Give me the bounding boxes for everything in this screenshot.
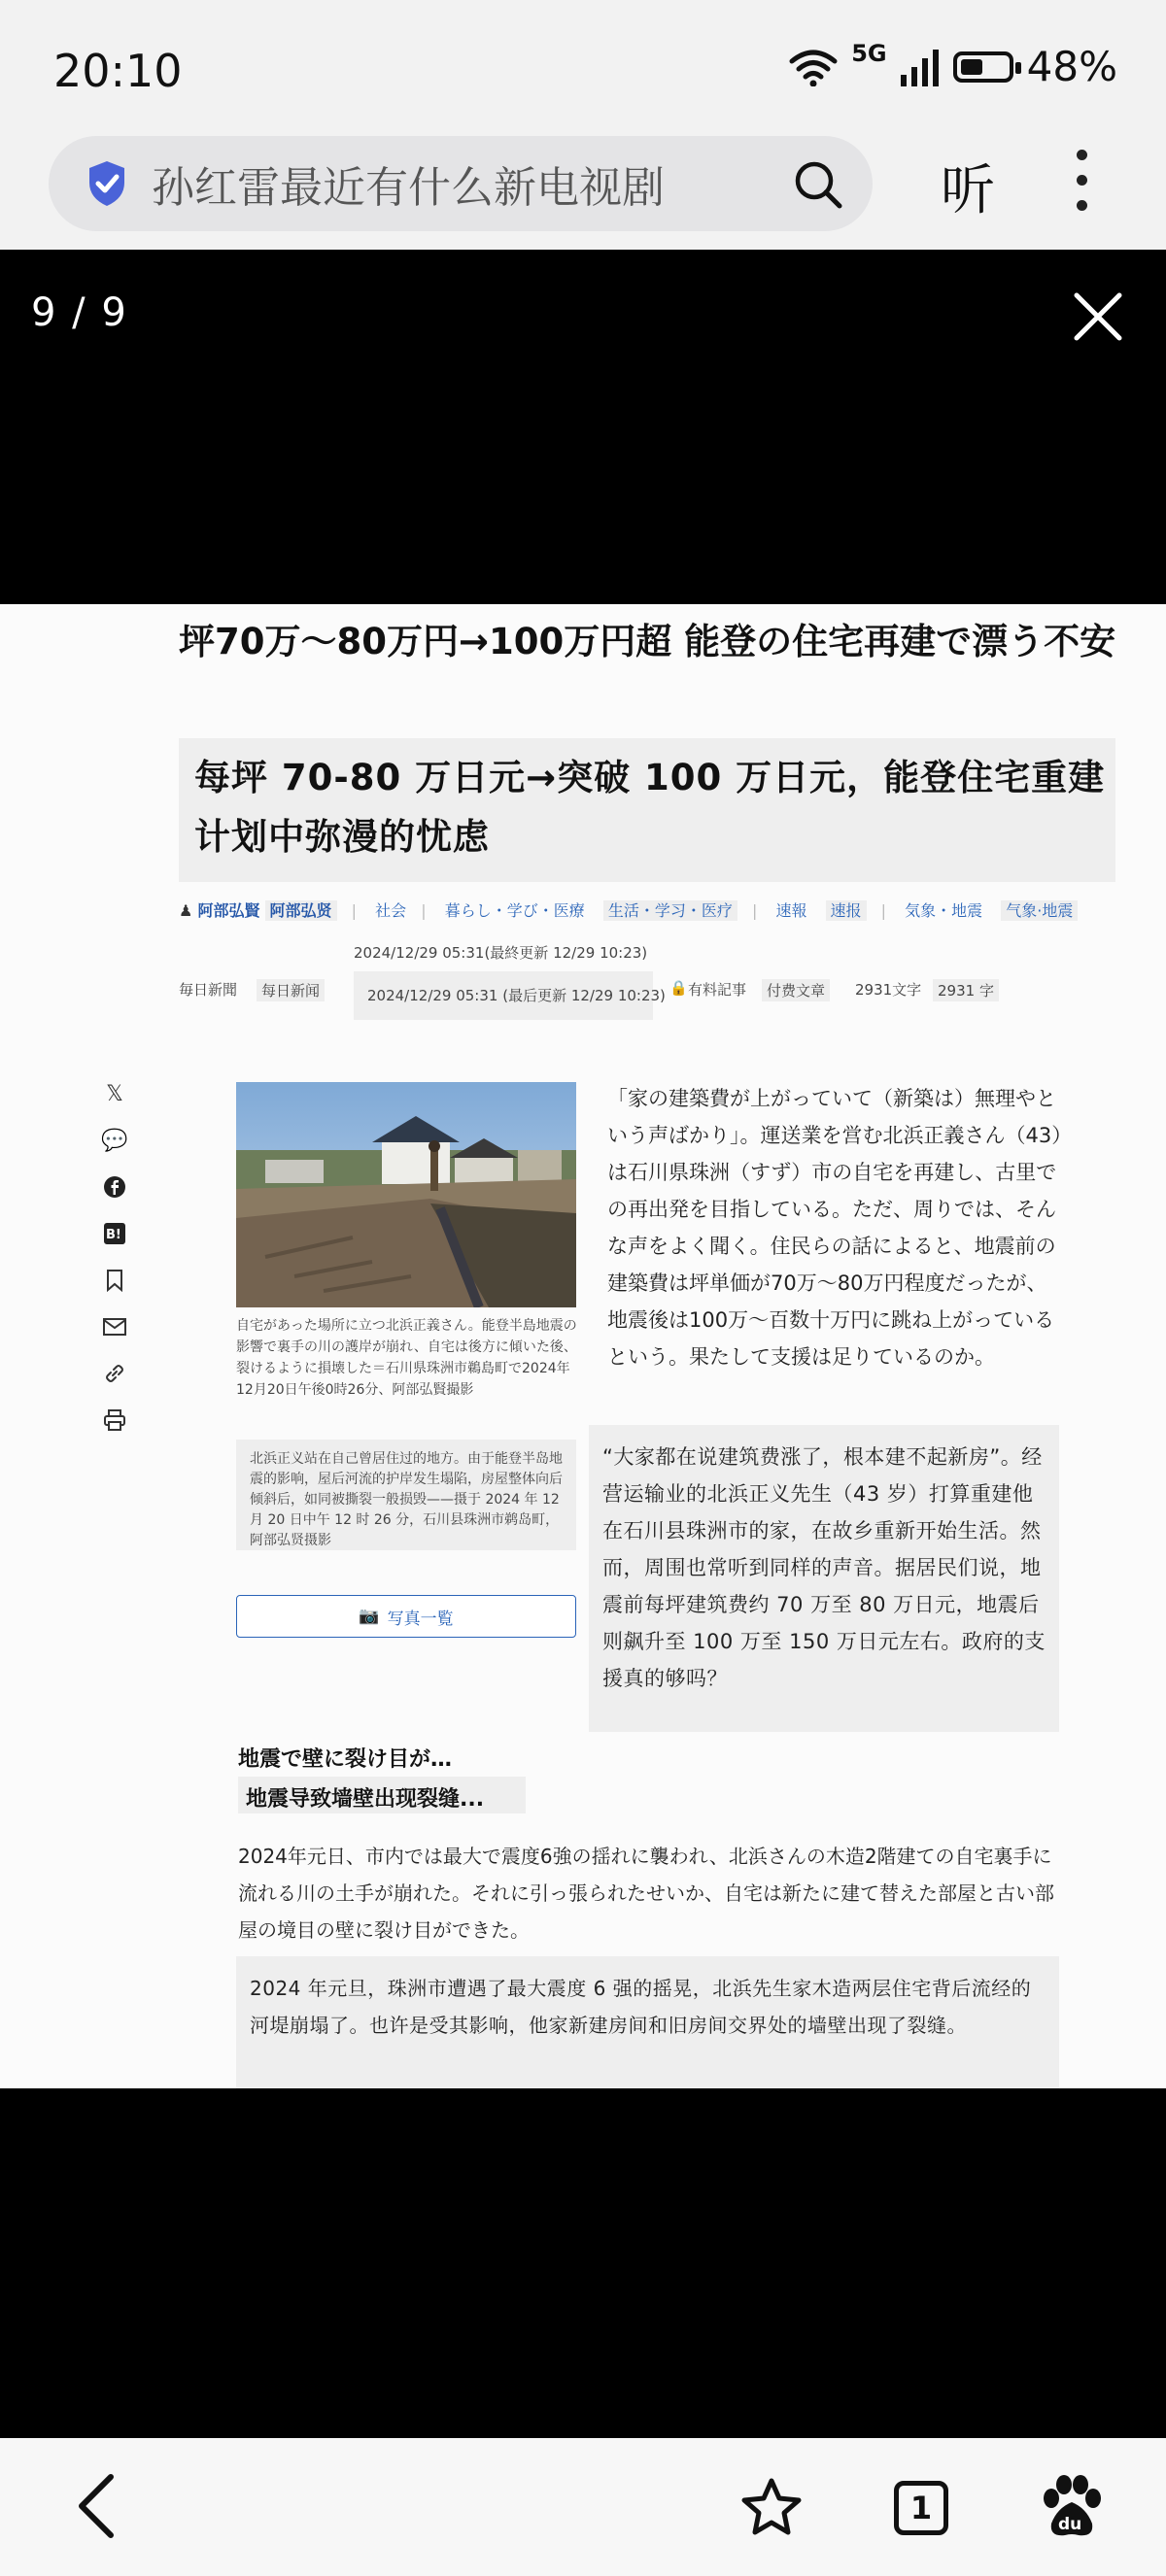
wifi-icon xyxy=(789,48,838,86)
image-viewer-header xyxy=(0,250,1166,604)
search-query[interactable]: 孙红雷最近有什么新电视剧 xyxy=(152,163,665,213)
photo-caption-cn: 北浜正义站在自己曾居住过的地方。由于能登半岛地震的影响，屋后河流的护岸发生塌陷，房屋整体向后倾斜后，如同被撕裂一般损毁——摄于 2024 年 12 月 20 日中午 12 时 26 分，石川县珠洲市鹈岛町，阿部弘贤摄影 xyxy=(250,1451,563,1548)
article-body-jp: 「家の建築費が上がっていて（新築は）無理やという声ばかり」。運送業を営む北浜正義さん（43）は石川県珠洲（すず）市の自宅を再建し、古里での再出発を目指している。ただ、周りでは、そんな声をよく聞く。住民らの話によると、地震前の建築費は坪単価が70万～80万円程度だったが、地震後は100万～百数十万円に跳ね上がっているという。果たして支援は足りているのか。 xyxy=(607,1087,1062,1369)
photo-caption-translation-box xyxy=(236,1440,576,1550)
tag-item[interactable]: 暮らし・学び・医療 xyxy=(444,901,585,920)
publish-date-cn: 2024/12/29 05:31 (最后更新 12/29 10:23) xyxy=(367,987,666,1004)
share-sidebar xyxy=(101,1080,130,1453)
hatena-bookmark-icon[interactable] xyxy=(101,1220,128,1247)
mail-icon[interactable] xyxy=(101,1313,128,1340)
publisher-cn: 每日新闻 xyxy=(257,979,325,1001)
paid-label-cn: 付费文章 xyxy=(762,979,830,1001)
status-icons xyxy=(789,39,1117,90)
article-title-cn: 每坪 70-80 万日元→突破 100 万日元，能登住宅重建计划中弥漫的忧虑 xyxy=(194,757,1106,858)
photo-caption-jp: 自宅があった場所に立つ北浜正義さん。能登半島地震の影響で裏手の川の護岸が崩れ、自宅は後方に傾いた後、裂けるように損壊した＝石川県珠洲市鵜島町で2024年12月20日午後0時26分、阿部弘賢撮影 xyxy=(236,1318,577,1398)
signal-icon xyxy=(901,48,940,86)
author-name[interactable]: 阿部弘賢 xyxy=(197,901,260,920)
status-time: 20:10 xyxy=(53,45,183,97)
link-icon[interactable] xyxy=(101,1360,128,1387)
article-tags: ♟ 阿部弘賢 阿部弘贤 | 社会 | 暮らし・学び・医療 生活・学习・医疗 | 速報 速报 | 気象・地震 气象·地震 xyxy=(179,898,1078,921)
article-photo[interactable] xyxy=(236,1082,576,1307)
tag-item-cn: 气象·地震 xyxy=(1001,900,1078,921)
title-translation-box xyxy=(179,738,1115,882)
close-icon[interactable] xyxy=(1071,289,1125,344)
article-image xyxy=(0,604,1166,2088)
star-icon[interactable] xyxy=(740,2477,803,2537)
camera-icon: 📷 xyxy=(359,1607,380,1626)
print-icon[interactable] xyxy=(101,1407,128,1434)
publish-date-cn-box xyxy=(354,971,666,1020)
paid-label: 有料記事 xyxy=(688,981,747,999)
lock-icon: 🔒 xyxy=(669,979,688,997)
section-heading-cn: 地震导致墙壁出现裂缝... xyxy=(246,1787,485,1812)
article-body-translation-box xyxy=(589,1425,1059,1732)
publish-date-jp: 2024/12/29 05:31(最終更新 12/29 10:23) xyxy=(354,944,648,962)
search-icon[interactable] xyxy=(793,159,843,210)
listen-button[interactable]: 听 xyxy=(941,159,995,222)
tag-item[interactable]: 気象・地震 xyxy=(905,901,983,920)
tag-item-cn: 生活・学习・医疗 xyxy=(603,900,737,921)
bookmark-icon[interactable] xyxy=(101,1267,128,1294)
article-title-jp: 坪70万～80万円→100万円超 能登の住宅再建で漂う不安 xyxy=(179,621,1116,662)
svg-text:B!: B! xyxy=(106,1228,121,1242)
facebook-icon[interactable] xyxy=(101,1173,128,1201)
browser-bar xyxy=(0,136,1166,250)
paragraph-jp: 2024年元日、市内では最大で震度6強の揺れに襲われ、北浜さんの木造2階建ての自宅裏手に流れる川の土手が崩れた。それに引っ張られたせいか、自宅は新たに建て替えた部屋と古い部屋の境目の壁に裂け目ができた。 xyxy=(238,1845,1054,1942)
back-icon[interactable] xyxy=(74,2473,120,2539)
bottom-nav xyxy=(0,2438,1166,2576)
x-share-icon[interactable]: 𝕏 xyxy=(106,1081,123,1106)
person-icon: ♟ xyxy=(179,901,193,920)
tag-item-cn: 速报 xyxy=(826,900,867,921)
image-counter: 9 / 9 xyxy=(31,290,128,335)
section-heading-jp: 地震で壁に裂け目が… xyxy=(238,1747,453,1772)
battery-icon xyxy=(953,51,1013,83)
svg-text:du: du xyxy=(1058,2515,1082,2534)
battery-level xyxy=(961,59,982,75)
article-body-cn: “大家都在说建筑费涨了，根本建不起新房”。经营运输业的北浜正义先生（43 岁）打算重建他在石川县珠洲市的家，在故乡重新开始生活。然而，周围也常听到同样的声音。据居民们说，地震前每坪建筑费约 70 万至 80 万日元，地震后则飙升至 100 万至 150 万日元左右。政府的支援真的够吗？ xyxy=(602,1445,1046,1690)
tag-item[interactable]: 社会 xyxy=(375,901,407,920)
comment-post-icon[interactable]: 💬 xyxy=(101,1128,128,1153)
photo-list-label: 写真一覧 xyxy=(387,1609,454,1629)
battery-percent: 48% xyxy=(1026,43,1117,90)
paragraph-translation-box xyxy=(236,1956,1059,2088)
shield-check-icon xyxy=(86,159,128,208)
tabs-count-icon[interactable]: 1 xyxy=(894,2481,948,2535)
char-count-cn: 2931 字 xyxy=(933,979,999,1001)
publisher: 毎日新聞 xyxy=(179,981,238,999)
char-count-jp: 2931文字 xyxy=(855,981,922,999)
search-bar[interactable] xyxy=(49,136,873,231)
author-name-cn: 阿部弘贤 xyxy=(265,900,337,921)
more-menu-icon[interactable] xyxy=(1073,150,1090,221)
tag-item[interactable]: 速報 xyxy=(775,901,807,920)
image-viewer-footer xyxy=(0,2088,1166,2438)
section-heading-translation-box xyxy=(238,1777,526,1813)
network-type: 5G xyxy=(851,39,887,67)
baidu-paw-icon[interactable] xyxy=(1038,2473,1106,2541)
status-bar xyxy=(0,0,1166,136)
photo-list-button[interactable] xyxy=(236,1595,576,1638)
paragraph-cn: 2024 年元旦，珠洲市遭遇了最大震度 6 强的摇晃，北浜先生家木造两层住宅背后流经的河堤崩塌了。也许是受其影响，他家新建房间和旧房间交界处的墙壁出现了裂缝。 xyxy=(250,1977,1032,2037)
